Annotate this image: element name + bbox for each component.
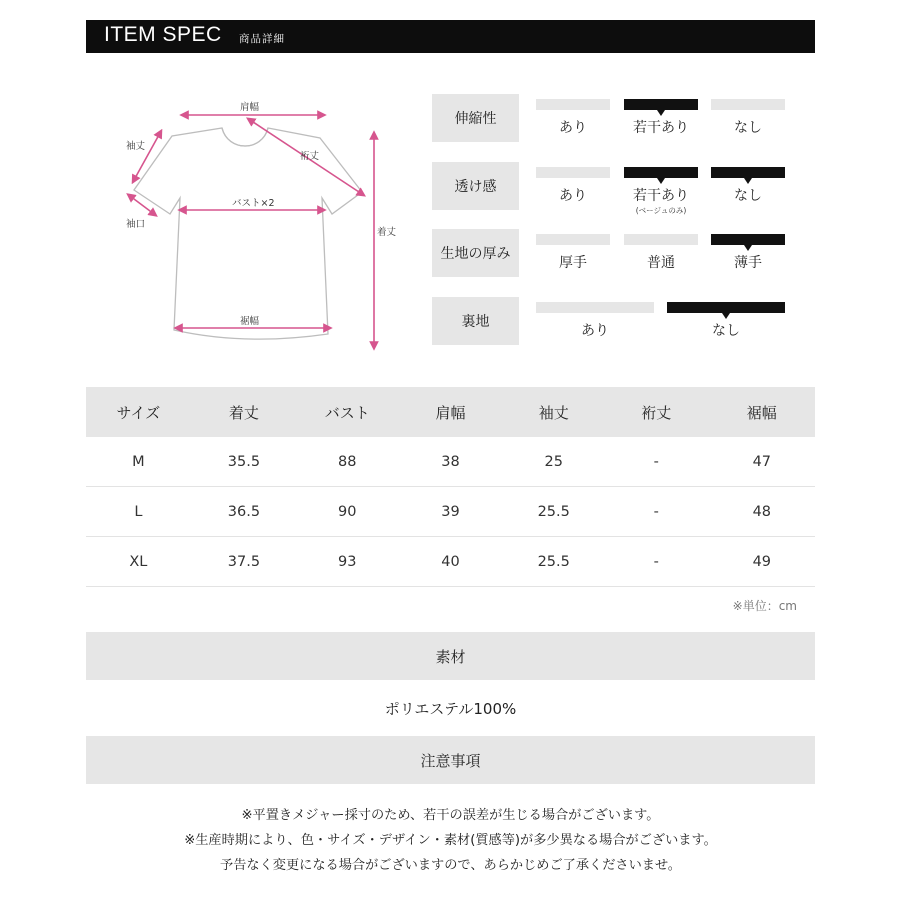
table-cell: L xyxy=(86,487,191,537)
spec-option xyxy=(536,234,610,271)
option-text: 普通 xyxy=(647,255,675,271)
option-bar xyxy=(536,167,610,178)
option-text: なし xyxy=(734,120,762,136)
spec-option xyxy=(536,302,654,339)
column-header: バスト xyxy=(297,387,397,437)
unit-note: ※単位：cm xyxy=(732,599,797,613)
spec-row-lining xyxy=(432,297,816,345)
caution-line: ※生産時期により、色・サイズ・デザイン・素材(質感等)が多少異なる場合がございます。 xyxy=(184,833,717,848)
option-text: あり xyxy=(581,323,609,339)
label-raglan: 裄丈 xyxy=(300,151,320,162)
spec-row-thickness xyxy=(432,229,816,277)
option-bar xyxy=(536,302,654,313)
option-bar-selected xyxy=(624,99,698,110)
option-text: なし xyxy=(734,188,762,204)
table-cell: 49 xyxy=(709,537,815,587)
option-bar xyxy=(536,234,610,245)
spec-option xyxy=(624,234,698,271)
option-bar xyxy=(536,99,610,110)
table-cell: 48 xyxy=(709,487,815,537)
table-cell: 88 xyxy=(297,437,397,487)
size-table xyxy=(86,387,815,587)
spec-option-selected xyxy=(667,302,785,339)
option-bar-selected xyxy=(624,167,698,178)
spec-option xyxy=(711,99,785,136)
spec-option xyxy=(536,99,610,136)
table-cell: 38 xyxy=(397,437,503,487)
measurement-diagram xyxy=(100,90,420,360)
label-shoulder: 肩幅 xyxy=(240,102,260,113)
option-bar xyxy=(624,234,698,245)
table-cell: 25 xyxy=(504,437,604,487)
option-text: 若干あり xyxy=(633,120,689,136)
caution-line: ※平置きメジャー採寸のため、若干の誤差が生じる場合がございます。 xyxy=(241,808,660,823)
option-bar-selected xyxy=(667,302,785,313)
table-cell: 39 xyxy=(397,487,503,537)
spec-option-selected xyxy=(711,234,785,271)
caution-line: 予告なく変更になる場合がございますので、あらかじめご了承くださいませ。 xyxy=(220,858,681,873)
spec-option-selected xyxy=(711,167,785,204)
table-cell: 25.5 xyxy=(504,487,604,537)
table-cell: 47 xyxy=(709,437,815,487)
spec-label: 伸縮性 xyxy=(432,94,519,142)
option-text: 若干あり xyxy=(633,188,689,204)
size-table-header xyxy=(86,387,815,437)
column-header: 肩幅 xyxy=(397,387,503,437)
header-title: ITEM SPEC xyxy=(104,23,222,46)
table-cell: - xyxy=(604,487,709,537)
option-text: なし xyxy=(712,323,740,339)
caution-notes xyxy=(86,803,815,878)
tshirt-outline xyxy=(100,90,420,360)
option-text: あり xyxy=(559,120,587,136)
spec-option xyxy=(536,167,610,204)
table-cell: 35.5 xyxy=(191,437,297,487)
column-header: 裄丈 xyxy=(604,387,709,437)
spec-label: 生地の厚み xyxy=(432,229,519,277)
table-row xyxy=(86,487,815,537)
column-header: 袖丈 xyxy=(504,387,604,437)
material-heading: 素材 xyxy=(86,632,815,680)
label-length: 着丈 xyxy=(377,227,397,238)
table-cell: 37.5 xyxy=(191,537,297,587)
table-row xyxy=(86,537,815,587)
option-text: 厚手 xyxy=(559,255,587,271)
label-hem: 裾幅 xyxy=(240,316,260,327)
option-bar-selected xyxy=(711,234,785,245)
label-sleeve: 袖丈 xyxy=(126,141,146,152)
label-cuff: 袖口 xyxy=(126,219,146,230)
spec-label: 透け感 xyxy=(432,162,519,210)
label-bust: バスト×2 xyxy=(232,198,275,209)
table-cell: 40 xyxy=(397,537,503,587)
material-value: ポリエステル100% xyxy=(384,700,517,718)
option-text: 薄手 xyxy=(734,255,762,271)
table-cell: 36.5 xyxy=(191,487,297,537)
table-cell: 93 xyxy=(297,537,397,587)
table-cell: XL xyxy=(86,537,191,587)
spec-label: 裏地 xyxy=(432,297,519,345)
spec-option-selected xyxy=(624,99,698,136)
column-header: サイズ xyxy=(86,387,191,437)
table-cell: M xyxy=(86,437,191,487)
header-subtitle: 商品詳細 xyxy=(239,33,285,45)
caution-heading: 注意事項 xyxy=(86,736,815,784)
spec-row-sheerness xyxy=(432,162,816,215)
table-cell: - xyxy=(604,537,709,587)
spec-option-selected xyxy=(624,167,698,216)
table-row xyxy=(86,437,815,487)
option-bar xyxy=(711,99,785,110)
option-bar-selected xyxy=(711,167,785,178)
table-cell: 25.5 xyxy=(504,537,604,587)
column-header: 着丈 xyxy=(191,387,297,437)
option-text: あり xyxy=(559,188,587,204)
option-note: (ベージュのみ) xyxy=(635,206,687,215)
table-cell: 90 xyxy=(297,487,397,537)
column-header: 裾幅 xyxy=(709,387,815,437)
spec-row-stretch xyxy=(432,94,816,142)
item-spec-header xyxy=(86,20,815,53)
table-cell: - xyxy=(604,437,709,487)
